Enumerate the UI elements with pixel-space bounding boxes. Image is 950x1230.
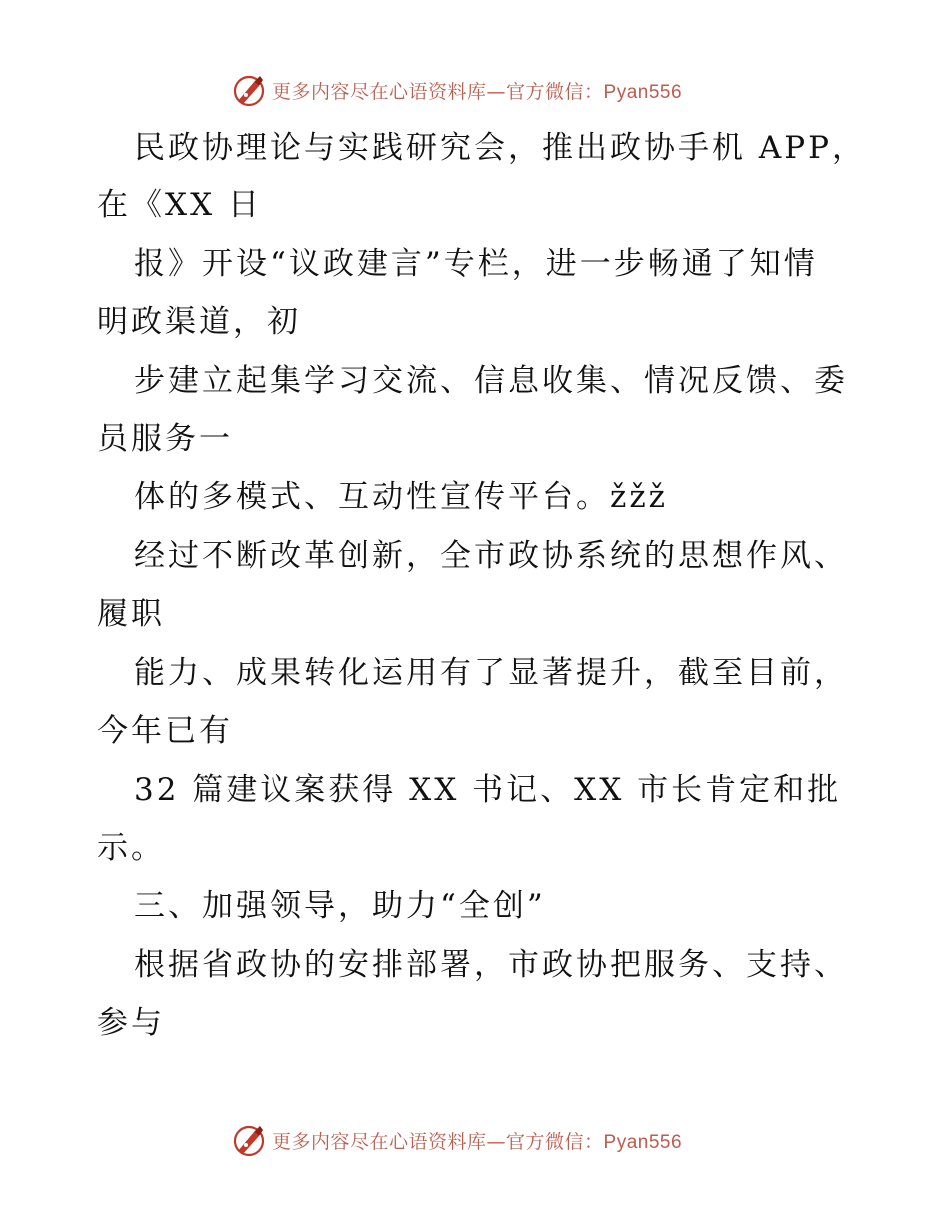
text-line: 体的多模式、互动性宣传平台。žžž: [134, 479, 668, 515]
text-line: 能力、成果转化运用有了显著提升，截至目前，: [134, 655, 848, 691]
text-line: 今年已有: [97, 713, 233, 749]
text-line: 参与: [97, 1005, 165, 1041]
banner-wechat-id: Pyan556: [603, 1131, 683, 1153]
text-line: 32 篇建议案获得 XX 书记、XX 市长肯定和批: [134, 772, 842, 808]
text-line: 明政渠道，初: [97, 304, 301, 340]
banner-wechat-id: Pyan556: [603, 81, 683, 103]
text-line: 报》开设“议政建言”专栏，进一步畅通了知情: [134, 246, 818, 282]
header-banner: [232, 72, 682, 108]
text-line: 步建立起集学习交流、信息收集、情况反馈、委: [134, 363, 848, 399]
banner-label: 更多内容尽在心语资料库—官方微信：: [272, 1130, 604, 1153]
pen-logo-icon: [232, 73, 266, 107]
text-line: 履职: [97, 596, 165, 632]
text-line: 根据省政协的安排部署，市政协把服务、支持、: [134, 947, 848, 983]
text-line: 民政协理论与实践研究会，推出政协手机 APP，: [134, 130, 866, 166]
footer-banner: [232, 1122, 682, 1158]
banner-text: [272, 1127, 682, 1154]
banner-text: [272, 77, 682, 104]
text-line: 在《XX 日: [97, 187, 262, 223]
text-line: 经过不断改革创新，全市政协系统的思想作风、: [134, 538, 848, 574]
section-heading: 三、加强领导，助力“全创”: [134, 888, 546, 924]
text-line: 示。: [97, 830, 165, 866]
banner-label: 更多内容尽在心语资料库—官方微信：: [272, 80, 604, 103]
text-line: 员服务一: [97, 421, 233, 457]
pen-logo-icon: [232, 1123, 266, 1157]
